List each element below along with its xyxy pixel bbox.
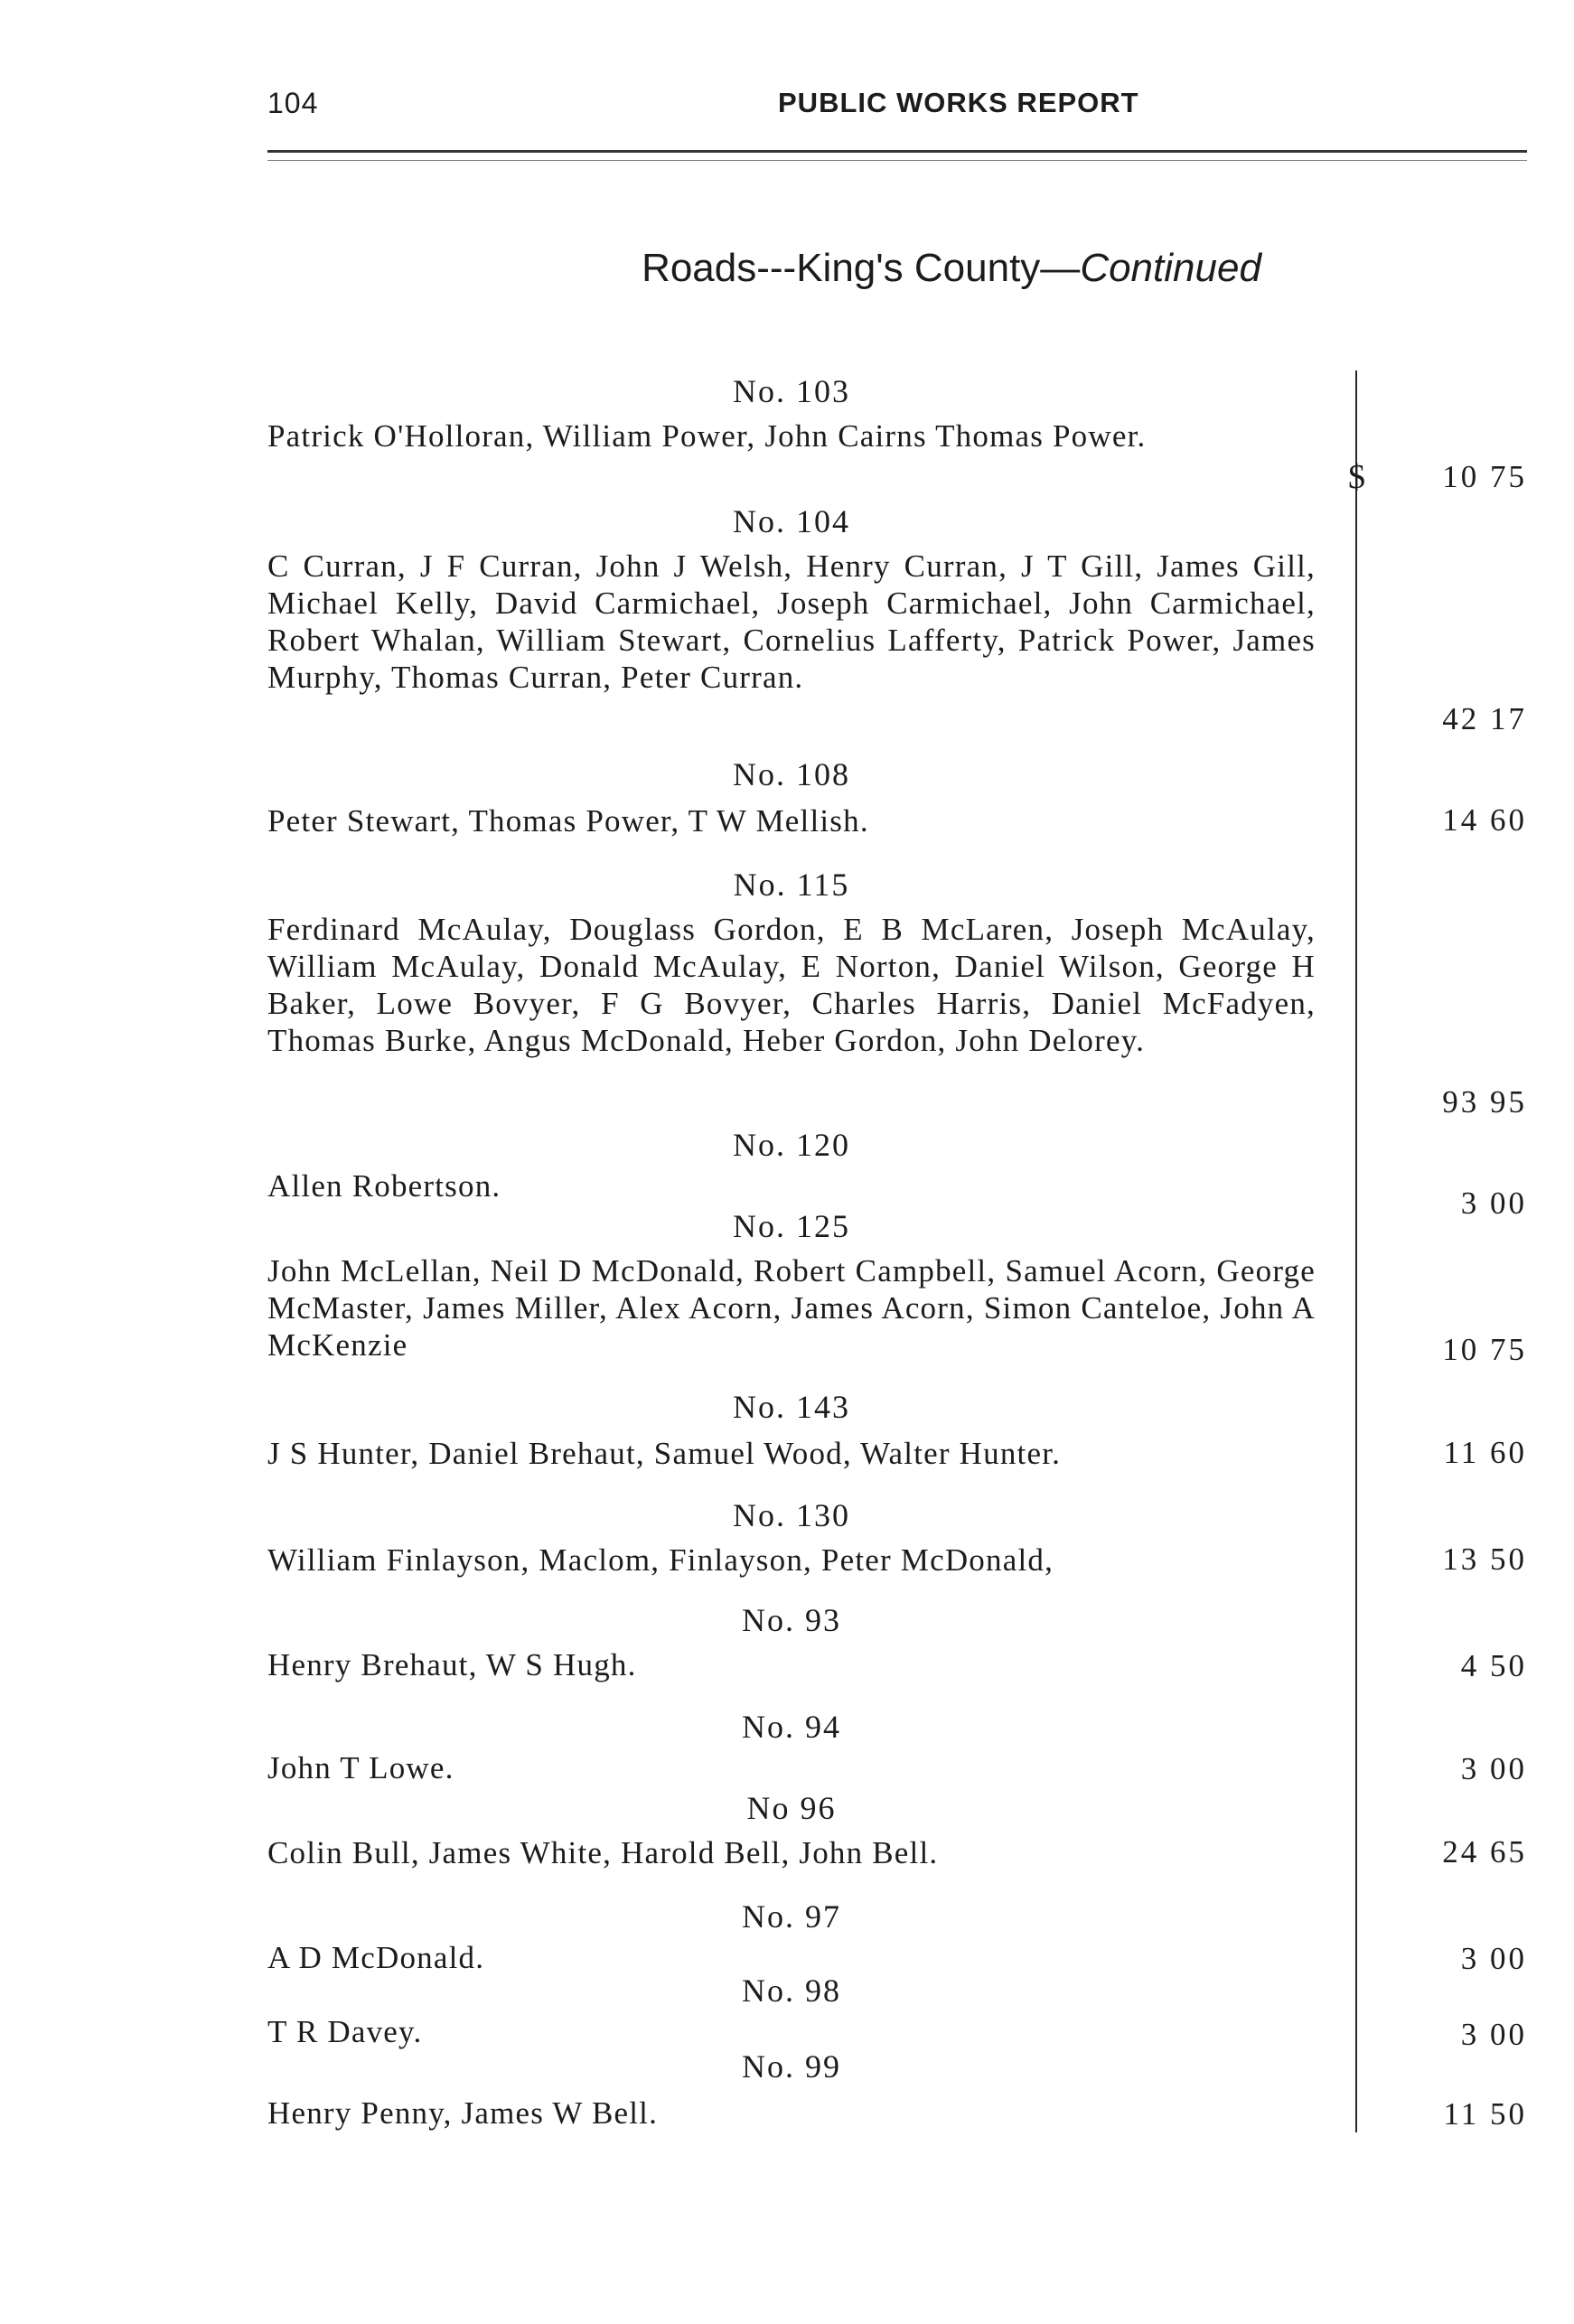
entry-names: Henry Penny, James W Bell. xyxy=(267,2095,659,2131)
report-title: PUBLIC WORKS REPORT xyxy=(778,87,1139,118)
entry-number: No. 97 xyxy=(742,1898,841,1935)
entry-names: T R Davey. xyxy=(267,2014,423,2049)
entry-amount: 3 00 xyxy=(1460,1185,1527,1221)
entry-names: A D McDonald. xyxy=(267,1940,485,1975)
entry-amount: 42 17 xyxy=(1442,701,1527,736)
entry-number: No 96 xyxy=(746,1790,837,1826)
entry-number: No. 98 xyxy=(742,1973,841,2009)
section-title: Roads---King's County— xyxy=(642,246,1081,290)
entry-amount: 11 50 xyxy=(1443,2096,1527,2132)
section-title-suffix: Continued xyxy=(1080,246,1261,290)
entry-names: J S Hunter, Daniel Brehaut, Samuel Wood, Walter Hunter. xyxy=(267,1436,1062,1471)
entry-amount: 93 95 xyxy=(1442,1084,1527,1120)
header-rule-thin xyxy=(267,160,1527,161)
entry-names: Colin Bull, James White, Harold Bell, John Bell. xyxy=(267,1835,939,1870)
entry-number: No. 104 xyxy=(733,503,850,539)
entry-number: No. 130 xyxy=(733,1497,850,1533)
entry-number: No. 108 xyxy=(733,756,850,792)
entry-number: No. 115 xyxy=(733,867,850,903)
entry-amount: 24 65 xyxy=(1442,1834,1527,1870)
entry-number: No. 120 xyxy=(733,1127,850,1163)
header-rule-thick xyxy=(267,150,1527,153)
entry-amount: 14 60 xyxy=(1442,802,1527,838)
entry-names: Allen Robertson. xyxy=(267,1168,501,1204)
entry-amount: 11 60 xyxy=(1443,1435,1527,1470)
entry-amount: 10 75 xyxy=(1442,459,1527,494)
entry-number: No. 125 xyxy=(733,1208,850,1244)
entry-names: William Finlayson, Maclom, Finlayson, Peter McDonald, xyxy=(267,1542,1054,1578)
entry-number: No. 93 xyxy=(742,1602,841,1638)
dollar-sign: $ xyxy=(1348,458,1365,496)
page-number: 104 xyxy=(267,87,319,119)
entry-names: Patrick O'Holloran, William Power, John Cairns Thomas Power. xyxy=(267,418,1147,454)
entry-amount: 3 00 xyxy=(1460,1941,1527,1976)
entry-amount: 4 50 xyxy=(1460,1648,1527,1683)
entry-number: No. 94 xyxy=(742,1709,841,1745)
entry-names: John T Lowe. xyxy=(267,1750,454,1785)
entry-number: No. 99 xyxy=(742,2048,841,2085)
entry-names: Peter Stewart, Thomas Power, T W Mellish. xyxy=(267,803,869,839)
entry-amount: 3 00 xyxy=(1460,1751,1527,1786)
entry-names: Henry Brehaut, W S Hugh. xyxy=(267,1647,637,1682)
entry-number: No. 103 xyxy=(733,373,850,409)
entry-number: No. 143 xyxy=(733,1389,850,1425)
entry-names: John McLellan, Neil D McDonald, Robert Campbell, Samuel Acorn, George McMaster, James Miller, Alex Acorn, James Acorn, Simon Canteloe, John A McKenzie xyxy=(267,1253,1316,1363)
section-heading xyxy=(267,246,1527,291)
entry-names: Ferdinard McAulay, Douglass Gordon, E B McLaren, Joseph McAulay, William McAulay, Donald McAulay, E Norton, Daniel Wilson, George H Baker, Lowe Bovyer, F G Bovyer, Charles Harris, Daniel McFadyen, Thomas Burke, Angus McDonald, Heber Gordon, John Delorey. xyxy=(267,912,1316,1058)
entry-amount: 13 50 xyxy=(1442,1542,1527,1577)
entry-names: C Curran, J F Curran, John J Welsh, Henry Curran, J T Gill, James Gill, Michael Kelly, David Carmichael, Joseph Carmichael, John Carmichael, Robert Whalan, William Stewart, Cornelius Lafferty, Patrick Power, James Murphy, Thomas Curran, Peter Curran. xyxy=(267,548,1316,695)
entry-amount: 3 00 xyxy=(1460,2017,1527,2052)
entry-amount: 10 75 xyxy=(1442,1332,1527,1367)
running-head xyxy=(267,87,1527,132)
amount-column-rule xyxy=(1355,370,1357,2132)
